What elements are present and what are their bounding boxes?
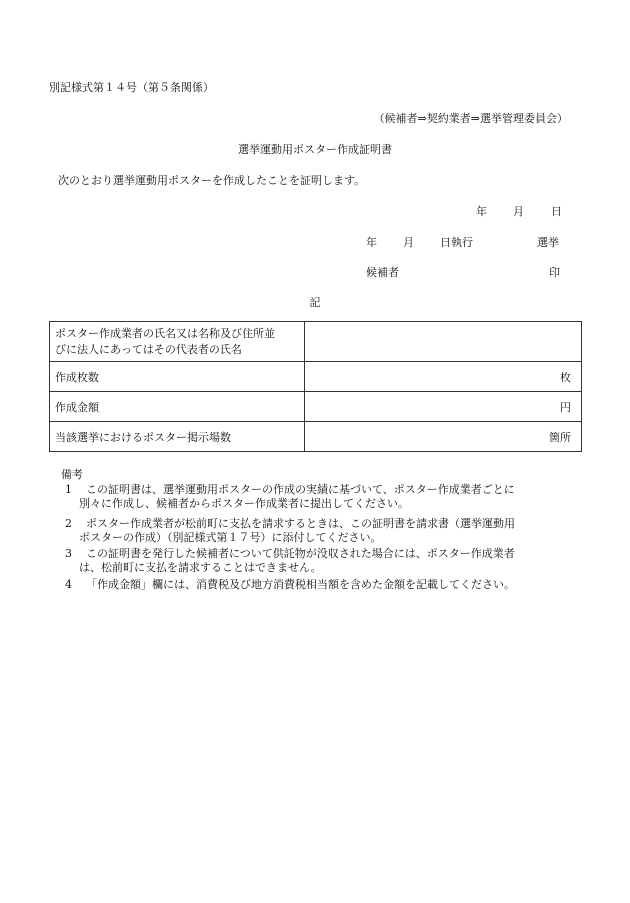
note-number: 3	[65, 547, 72, 560]
note-text: は、松前町に支払を請求することはできません。	[79, 560, 322, 574]
note-text: ポスターの作成）（別記様式第１７号）に添付してください。	[79, 530, 382, 544]
certificate-table	[49, 321, 582, 452]
election-label: 選挙	[537, 236, 559, 249]
note-item	[52, 547, 582, 574]
note-text: ポスター作成業者が松前町に支払を請求するときは、この証明書を請求書（選挙運動用	[86, 517, 515, 530]
notes-title: 備考	[61, 468, 83, 481]
vendor-value-cell[interactable]	[305, 322, 582, 362]
date-month: 月	[513, 205, 524, 218]
document-title: 選挙運動用ポスター作成証明書	[238, 143, 392, 156]
table-row	[50, 422, 582, 452]
vendor-label-line1: ポスター作成業者の氏名又は名称及び住所並	[55, 326, 275, 340]
flow-note: （候補者⇒契約業者⇒選挙管理委員会）	[373, 112, 568, 125]
note-text: 「作成金額」欄には、消費税及び地方消費税相当額を含めた金額を記載してください。	[86, 578, 515, 591]
candidate-label: 候補者	[366, 266, 399, 279]
certification-text: 次のとおり選挙運動用ポスターを作成したことを証明します。	[58, 174, 366, 187]
note-number: 2	[65, 517, 72, 530]
note-number: 4	[65, 578, 72, 591]
date-year: 年	[476, 205, 487, 218]
note-text: 別々に作成し、候補者からポスター作成業者に提出してください。	[79, 496, 409, 510]
table-row	[50, 392, 582, 422]
table-cell-label	[50, 322, 305, 362]
amount-label: 作成金額	[50, 392, 305, 422]
note-text: この証明書を発行した候補者について供託物が没収された場合には、ポスター作成業者	[86, 547, 515, 560]
exec-year: 年	[366, 236, 377, 249]
note-item	[52, 483, 582, 510]
note-text: この証明書は、選挙運動用ポスターの作成の実績に基づいて、ポスター作成業者ごとに	[86, 483, 515, 496]
board-count-label: 当該選挙におけるポスター掲示場数	[50, 422, 305, 452]
date-day: 日	[551, 205, 562, 218]
note-item	[52, 578, 582, 592]
note-item	[52, 517, 582, 544]
table-row	[50, 362, 582, 392]
count-unit[interactable]: 枚	[305, 362, 582, 392]
exec-month: 月	[403, 236, 414, 249]
exec-day: 日執行	[440, 236, 473, 249]
note-number: 1	[65, 483, 72, 496]
table-row	[50, 322, 582, 362]
count-label: 作成枚数	[50, 362, 305, 392]
ki-heading: 記	[309, 296, 321, 309]
amount-unit[interactable]: 円	[305, 392, 582, 422]
seal-mark: 印	[549, 266, 560, 279]
vendor-label-line2: びに法人にあってはその代表者の氏名	[55, 342, 242, 356]
board-count-unit[interactable]: 箇所	[305, 422, 582, 452]
form-number: 別記様式第１４号（第５条関係）	[49, 81, 214, 94]
